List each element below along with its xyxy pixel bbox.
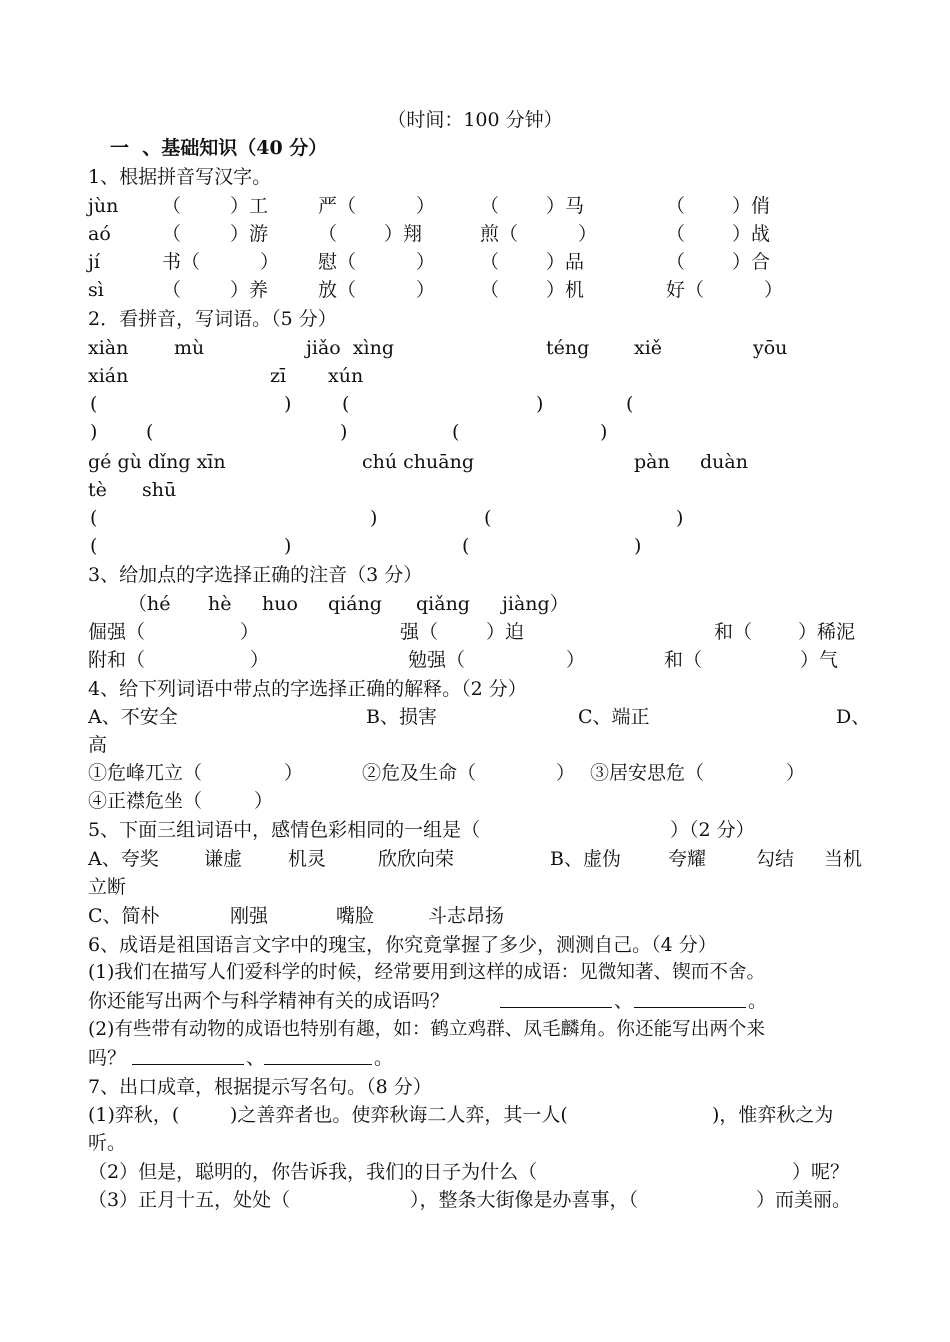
pinyin: xián [88, 365, 129, 387]
bracket: ） [240, 621, 260, 643]
text: ）养 [230, 279, 269, 301]
text: 和（ [714, 621, 753, 643]
bracket: （ [318, 223, 338, 245]
section-title: 一 、基础知识（40 分） [110, 137, 328, 159]
pinyin: pàn [634, 451, 670, 473]
word: 嘴脸 [336, 905, 375, 927]
word: 斗志昂扬 [428, 905, 505, 927]
bracket: ( [342, 393, 350, 415]
text: ）气 [800, 649, 839, 671]
bracket: ) [370, 507, 378, 529]
text: ）战 [732, 223, 771, 245]
q4-items [88, 759, 865, 787]
pinyin: yōu [753, 337, 788, 359]
text: ）俏 [732, 195, 771, 217]
q6-p2b: 吗？ [88, 1047, 127, 1069]
pinyin: chú chuāng [362, 451, 474, 473]
bracket: ( [484, 507, 492, 529]
text: ）机 [546, 279, 585, 301]
q6-p1b: 你还能写出两个与科学精神有关的成语吗？ [88, 990, 450, 1012]
q1-row [88, 276, 865, 304]
q6-title: 6、成语是祖国语言文字中的瑰宝，你究竟掌握了多少，测测自己。（4 分） [88, 934, 717, 956]
word: 谦虚 [204, 848, 243, 870]
text: ），整条大街像是办喜事，（ [410, 1189, 639, 1211]
bracket: （ [480, 251, 500, 273]
text: ）稀泥 [798, 621, 856, 643]
text: 慰（ [318, 251, 357, 273]
bracket: ） [416, 195, 436, 217]
bracket: （ [162, 223, 182, 245]
pinyin: duàn [700, 451, 748, 473]
q7-line2 [88, 1158, 865, 1186]
q5-title-end: ）（2 分） [670, 819, 755, 841]
text: 煎（ [480, 223, 519, 245]
q5-row-a-cont: 立断 [88, 876, 127, 898]
pinyin-option: （hé [128, 593, 171, 615]
q6-p1b-row [88, 987, 865, 1015]
bracket: ） [250, 649, 270, 671]
word: 欣欣向荣 [378, 848, 455, 870]
word: 当机 [824, 848, 863, 870]
bracket: （ [666, 223, 686, 245]
pinyin-option: qiǎng [416, 593, 470, 615]
bracket: ( [462, 535, 470, 557]
text: 倔强（ [88, 621, 146, 643]
text: 附和（ [88, 649, 146, 671]
bracket: ( [90, 535, 98, 557]
bracket: ） [566, 649, 586, 671]
pinyin: jí [88, 251, 100, 273]
q6-p1a: (1)我们在描写人们爱科学的时候，经常要用到这样的成语：见微知著、锲而不舍。 [88, 962, 766, 983]
bracket: ） [416, 251, 436, 273]
bracket: ( [90, 507, 98, 529]
bracket: （ [480, 195, 500, 217]
q2-bracket-row [88, 532, 865, 560]
bracket: ） [556, 762, 576, 784]
bracket: ) [634, 535, 642, 557]
bracket: （ [666, 251, 686, 273]
bracket: ( [90, 393, 98, 415]
option: D、 [836, 706, 871, 728]
pinyin: zī [270, 365, 287, 387]
q3-options [88, 590, 865, 618]
answer-blank[interactable] [132, 1044, 244, 1065]
q2-bracket-row [88, 390, 865, 418]
pinyin-option: hè [208, 593, 232, 615]
bracket: ） [416, 279, 436, 301]
bracket: （ [162, 195, 182, 217]
item: ①危峰兀立（ [88, 762, 203, 784]
bracket: ( [146, 421, 154, 443]
q3-row [88, 646, 865, 674]
option: B、损害 [366, 706, 437, 728]
text: 强（ [400, 621, 439, 643]
item: ③居安思危（ [590, 762, 705, 784]
pinyin: téng [546, 337, 590, 359]
answer-blank[interactable] [634, 987, 746, 1008]
q7-line1-cont: 听。 [88, 1132, 127, 1154]
bracket: ( [452, 421, 460, 443]
text: ）迫 [486, 621, 525, 643]
text: 好（ [666, 279, 705, 301]
bracket: ） [786, 762, 806, 784]
text: )，惟弈秋之为 [712, 1104, 834, 1126]
word: 夸耀 [668, 848, 707, 870]
separator: 、 [614, 990, 634, 1012]
bracket: （ [162, 279, 182, 301]
separator: 、 [246, 1047, 266, 1069]
text: ）呢？ [792, 1161, 850, 1183]
text: ）翔 [384, 223, 423, 245]
q2-pinyin-row [88, 448, 865, 476]
word: 刚强 [230, 905, 269, 927]
text: 勉强（ [408, 649, 466, 671]
q4-items [88, 787, 865, 815]
q5-row-c [88, 902, 865, 930]
bracket: ( [626, 393, 634, 415]
bracket: ） [284, 762, 304, 784]
q2-title: 2．看拼音，写词语。（5 分） [88, 308, 337, 330]
q3-title: 3、给加点的字选择正确的注音（3 分） [88, 564, 423, 586]
pinyin: tè [88, 479, 107, 501]
bracket: ) [340, 421, 348, 443]
bracket: ) [90, 421, 98, 443]
q4-option-cont: 高 [88, 734, 108, 756]
text: 书（ [162, 251, 201, 273]
text: 严（ [318, 195, 357, 217]
text: ）合 [732, 251, 771, 273]
option: A、不安全 [88, 706, 178, 728]
item: ②危及生命（ [362, 762, 477, 784]
q1-row [88, 220, 865, 248]
pinyin: shū [142, 479, 177, 501]
q1-title: 1、根据拼音写汉字。 [88, 166, 272, 188]
text: ）品 [546, 251, 585, 273]
q7-title: 7、出口成章，根据提示写名句。（8 分） [88, 1076, 432, 1098]
bracket: ） [578, 223, 598, 245]
q5-row-a [88, 845, 865, 873]
q5-title-row [88, 816, 865, 844]
bracket: （ [480, 279, 500, 301]
answer-blank[interactable] [264, 1044, 372, 1065]
pinyin: xún [328, 365, 364, 387]
pinyin: jiǎo xìng [306, 337, 395, 359]
pinyin: xiàn [88, 337, 129, 359]
text: ）而美丽。 [756, 1189, 852, 1211]
pinyin: aó [88, 223, 111, 245]
bracket: ) [284, 393, 292, 415]
period: 。 [374, 1047, 394, 1069]
text: (1)弈秋，( [88, 1104, 180, 1126]
q2-bracket-row [88, 418, 865, 446]
q7-line3 [88, 1186, 865, 1214]
pinyin: xiě [634, 337, 663, 359]
text: ）游 [230, 223, 269, 245]
pinyin: mù [174, 337, 205, 359]
pinyin: sì [88, 279, 104, 301]
q2-pinyin-row [88, 362, 865, 390]
text: 和（ [664, 649, 703, 671]
word: C、简朴 [88, 905, 160, 927]
option: C、端正 [578, 706, 650, 728]
bracket: ) [600, 421, 608, 443]
bracket: ） [764, 279, 784, 301]
pinyin: jùn [88, 195, 119, 217]
q4-title: 4、给下列词语中带点的字选择正确的解释。（2 分） [88, 678, 527, 700]
text: （2）但是，聪明的，你告诉我，我们的日子为什么（ [88, 1161, 538, 1183]
text: )之善弈者也。使弈秋诲二人弈，其一人( [230, 1104, 568, 1126]
pinyin-option: huo [262, 593, 298, 615]
pinyin-option: qiáng [328, 593, 382, 615]
q6-p2b-row [88, 1044, 865, 1072]
q2-bracket-row [88, 504, 865, 532]
q5-title: 5、下面三组词语中，感情色彩相同的一组是（ [88, 819, 481, 841]
bracket: ) [676, 507, 684, 529]
answer-blank[interactable] [500, 987, 612, 1008]
text: ）马 [546, 195, 585, 217]
bracket: ） [254, 790, 274, 812]
q4-options [88, 703, 871, 731]
bracket: ) [284, 535, 292, 557]
bracket: ) [536, 393, 544, 415]
bracket: （ [666, 195, 686, 217]
text: ）工 [230, 195, 269, 217]
q7-line1 [88, 1101, 865, 1129]
period: 。 [748, 990, 768, 1012]
text: （3）正月十五，处处（ [88, 1189, 291, 1211]
bracket: ） [260, 251, 280, 273]
pinyin: gé gù dǐng xīn [88, 451, 226, 473]
item: ④正襟危坐（ [88, 790, 203, 812]
pinyin-option: jiàng） [502, 593, 569, 615]
q3-row [88, 618, 865, 646]
q2-pinyin-row [88, 334, 865, 362]
text: 放（ [318, 279, 357, 301]
q2-pinyin-row [88, 476, 865, 504]
word: 机灵 [288, 848, 327, 870]
word: A、夸奖 [88, 848, 159, 870]
time-note: （时间：100 分钟） [387, 109, 563, 131]
q6-p2a: (2)有些带有动物的成语也特别有趣，如：鹤立鸡群、凤毛麟角。你还能写出两个来 [88, 1019, 766, 1040]
word: B、虚伪 [550, 848, 621, 870]
q1-row [88, 248, 865, 276]
q1-row [88, 192, 865, 220]
word: 勾结 [756, 848, 795, 870]
